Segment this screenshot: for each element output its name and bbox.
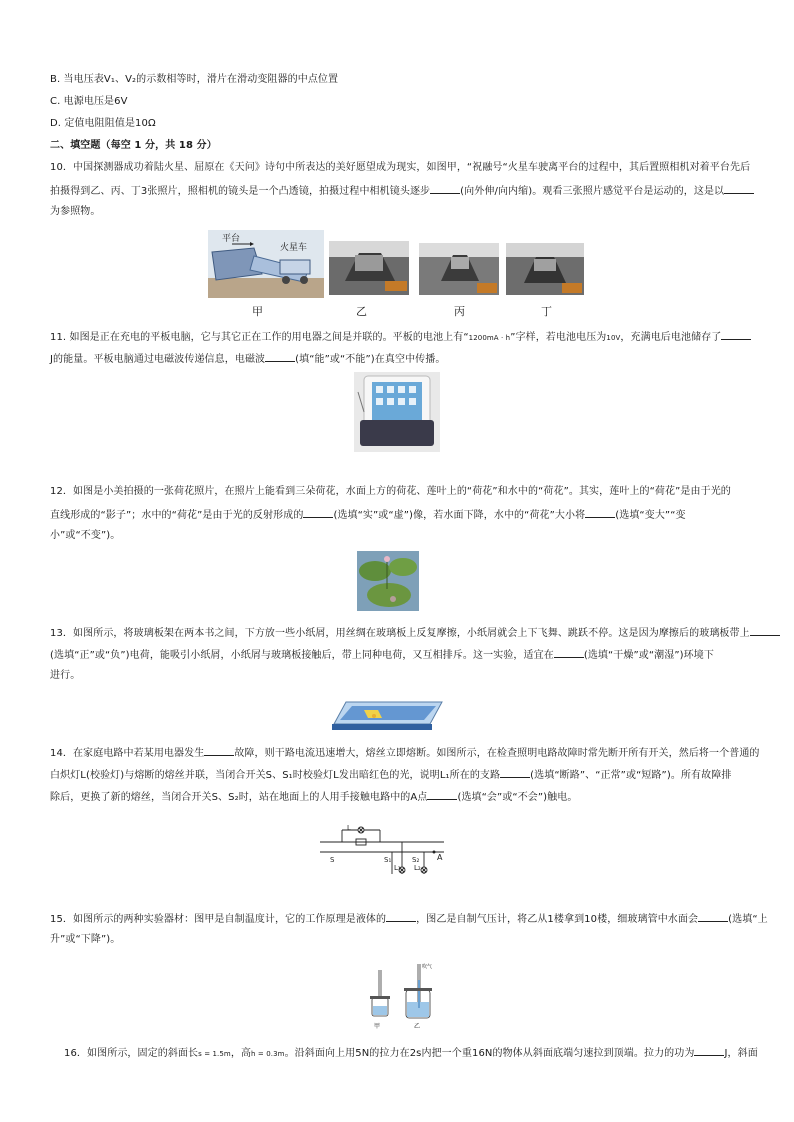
q11-text-f: J的能量。平板电脑通过电磁波传递信息，电磁波 [50,354,266,365]
q13-text-a: 13．如图所示，将玻璃板架在两本书之间，下方放一些小纸屑，用丝绸在玻璃板上反复摩擦，小纸屑就会上下飞舞、跳跃不停。这是因为摩擦后的玻璃板带上 [50,628,750,639]
q14-line1 [50,745,760,761]
q16-blank-1[interactable] [694,1045,724,1056]
q12-blank-1[interactable] [303,507,333,518]
q16-h-value: h = 0.3m [251,1050,285,1058]
q13-line2 [50,647,714,663]
q11-text-c: ”字样，若电池电压为 [510,332,607,343]
q10-text-a: 拍摄得到乙、丙、丁3张照片，照相机的镜头是一个凸透镜，拍摄过程中相机镜头逐步 [50,186,431,197]
q14-blank-2[interactable] [500,767,530,778]
q11-voltage: 10V [606,334,621,342]
circuit-label-A: A [437,853,443,862]
q10-line2 [50,183,754,199]
q15-text-c: (选填“上 [728,914,768,925]
label-yi-small: 乙 [414,1023,421,1030]
figure-jia [208,230,324,298]
q11-text-e: ，充满电后电池储存了 [620,332,722,343]
q14-text-e: 除后，更换了新的熔丝，当闭合开关S、S₂时，站在地面上的人用手接触电路中的A点 [50,792,428,803]
q13-line3: 进行。 [50,670,81,681]
q10-line1: 10．中国探测器成功着陆火星、屈原在《天问》诗句中所表达的美好愿望成为现实，如图甲，“祝融号“火星车驶离平台的过程中，其后置照相机对着平台先后 [50,162,751,173]
caption-jia: 甲 [252,305,263,318]
q14-text-b: 故障，则干路电流迅速增大，熔丝立即熔断。如图所示，在检查照明电路故障时常先断开所有开关，然后将一个普通的 [234,748,760,759]
q11-blank-1[interactable] [721,329,751,340]
q12-text-a: 直线形成的“影子”；水中的“荷花”是由于光的反射形成的 [50,510,304,521]
q11-line1 [50,329,751,345]
photo-ding [506,243,584,295]
q13-text-c: (选填“干燥”或“潮湿”)环境下 [583,650,714,661]
q16-text-d: J，斜面 [724,1048,758,1059]
label-platform: 平台 [222,234,241,244]
figure-bing [419,243,499,295]
caption-bing: 丙 [454,305,465,318]
q11-text-g: (填“能”或“不能”)在真空中传播。 [295,354,446,365]
q10-text-b: (向外伸/向内缩)。观看三张照片感觉平台是运动的，这是以 [460,186,725,197]
q11-text-a: 11. 如图是正在充电的平板电脑，它与其它正在工作的用电器之间是并联的。平板的电池上有“ [50,332,469,343]
q16-text-a: 16．如图所示，固定的斜面长 [64,1048,199,1059]
circuit-diagram [316,826,448,878]
circuit-label-L: L [347,824,351,832]
photo-bing [419,243,499,295]
lotus-photo [357,551,419,611]
q15-line2: 升”或“下降”)。 [50,934,121,945]
q14-line2 [50,767,731,783]
caption-ding: 丁 [541,305,552,318]
figure-glass [326,696,446,732]
q14-blank-1[interactable] [204,745,234,756]
q14-text-f: (选填“会”或“不会”)触电。 [457,792,578,803]
q12-line3: 小”或“不变”)。 [50,530,121,541]
q15-text-b: ，图乙是自制气压计，将乙从1楼拿到10楼，细玻璃管中水面会 [416,914,699,925]
q12-blank-2[interactable] [585,507,615,518]
q13-blank-2[interactable] [554,647,584,658]
q12-line2 [50,507,686,523]
glass-plate-illustration [326,696,446,732]
q10-blank-2[interactable] [724,183,754,194]
q15-text-a: 15．如图所示的两种实验器材：图甲是自制温度计，它的工作原理是液体的 [50,914,387,925]
q14-text-a: 14．在家庭电路中若某用电器发生 [50,748,205,759]
caption-yi: 乙 [356,305,367,318]
q10-line3: 为参照物。 [50,206,101,217]
charging-tablet-photo [354,372,440,452]
q12-text-c: (选填“变大”“变 [615,510,686,521]
q16-s-value: s = 1.5m [198,1050,231,1058]
figure-circuit [316,826,448,878]
photo-yi [329,241,409,295]
figure-tablet [354,372,440,452]
q14-text-c: 白炽灯L(校验灯)与熔断的熔丝并联，当闭合开关S、S₁时校验灯L发出暗红色的光，说明L₁所在的支路 [50,770,501,781]
circuit-label-L2: L₂ [414,864,421,872]
q11-line2 [50,351,445,367]
q15-line1 [50,911,768,927]
q10-blank-1[interactable] [430,183,460,194]
circuit-label-S: S [330,856,335,864]
circuit-label-S2: S₂ [412,856,420,864]
q13-line1 [50,625,780,641]
circuit-label-S1: S₁ [384,856,392,864]
option-b: B. 当电压表V₁、V₂的示数相等时，滑片在滑动变阻器的中点位置 [50,74,339,85]
q13-blank-1[interactable] [750,625,780,636]
q16-text-c: 。沿斜面向上用5N的拉力在2s内把一个重16N的物体从斜面底端匀速拉到顶端。拉力的功为 [284,1048,695,1059]
q14-line3 [50,789,577,805]
option-c: C. 电源电压是6V [50,96,128,107]
figure-thermometer-barometer [366,960,438,1032]
option-d: D. 定值电阻阻值是10Ω [50,118,156,129]
q16-line1 [64,1045,758,1061]
q14-blank-3[interactable] [427,789,457,800]
q15-blank-1[interactable] [386,911,416,922]
label-rover: 火星车 [280,243,308,253]
q13-text-b: (选填“正”或“负”)电荷，能吸引小纸屑，小纸屑与玻璃板接触后，带上同种电荷，又互相排斥。这一实验，适宜在 [50,650,554,661]
figure-yi [329,241,409,295]
section-title: 二、填空题（每空 1 分，共 18 分） [50,140,217,151]
q12-text-b: (选填“实”或“虚”)像，若水面下降，水中的“荷花”大小将 [333,510,586,521]
q11-blank-2[interactable] [265,351,295,362]
q12-line1: 12．如图是小美拍摄的一张荷花照片，在照片上能看到三朵荷花，水面上方的荷花、莲叶上的“荷花”和水中的“荷花”。其实，莲叶上的“荷花”是由于光的 [50,486,731,497]
figure-lotus [357,551,419,611]
q14-text-d: (选填“断路”、“正常”或“短路”)。所有故障排 [530,770,732,781]
q11-capacity: 1200mA · h [468,334,511,342]
q15-blank-2[interactable] [698,911,728,922]
label-jia-small: 甲 [374,1023,381,1030]
circuit-label-L1: L₁ [394,864,401,872]
label-blow: 吹气 [422,964,433,970]
figure-ding [506,243,584,295]
q16-text-b: ，高 [230,1048,252,1059]
